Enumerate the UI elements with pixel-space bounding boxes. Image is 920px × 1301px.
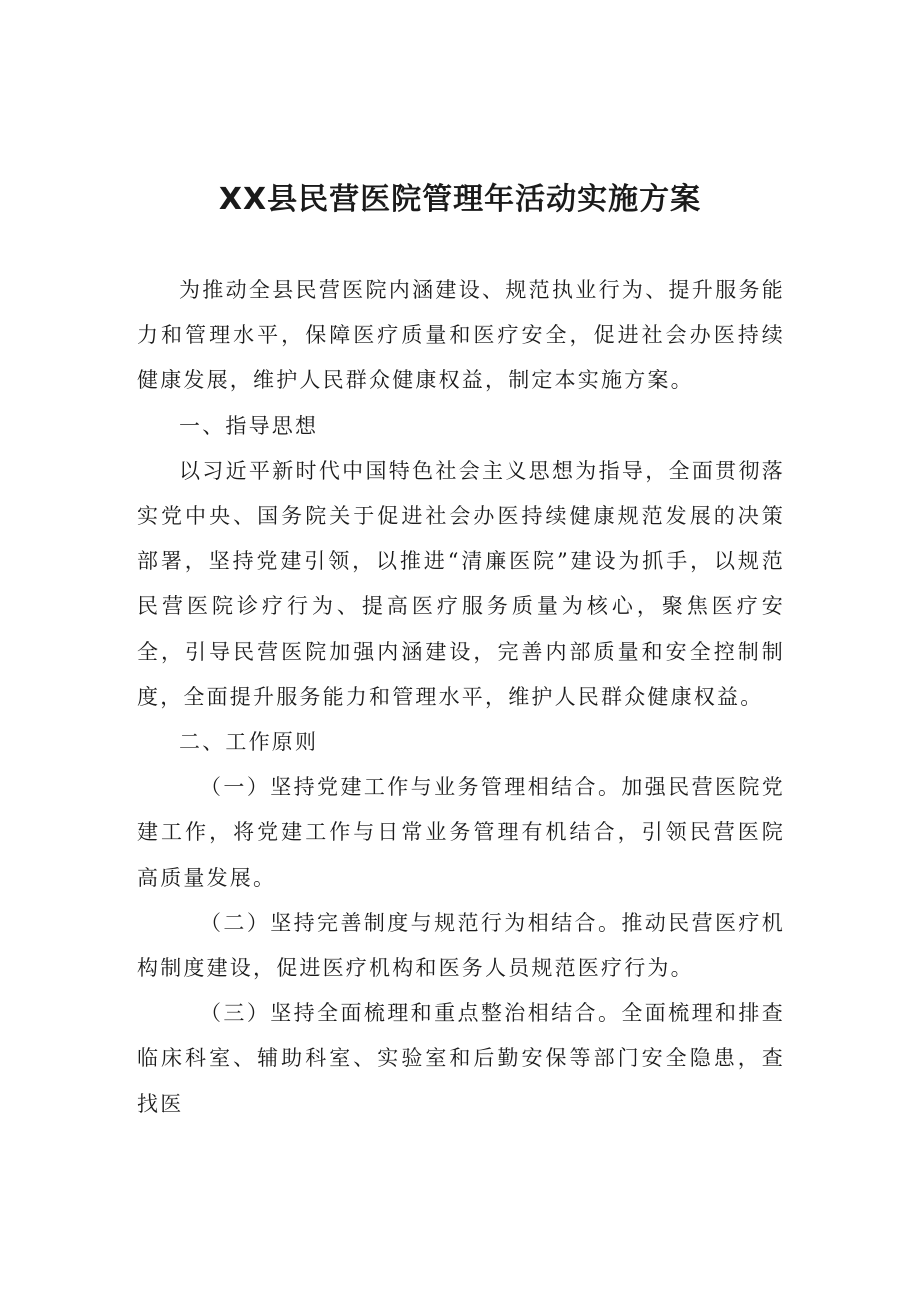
principle-3-paragraph: （三）坚持全面梳理和重点整治相结合。全面梳理和排查临床科室、辅助科室、实验室和后勤安保等部门安全隐患，查找医 [137, 1001, 785, 1116]
principle-1-paragraph: （一）坚持党建工作与业务管理相结合。加强民营医院党建工作，将党建工作与日常业务管理有机结合，引领民营医院高质量发展。 [137, 775, 785, 890]
principle-2-paragraph: （二）坚持完善制度与规范行为相结合。推动民营医疗机构制度建设，促进医疗机构和医务人员规范医疗行为。 [137, 910, 785, 981]
section-heading-guiding-ideology: 一、指导思想 [179, 413, 319, 438]
document-title: XX县民营医院管理年活动实施方案 [218, 182, 702, 217]
guiding-ideology-paragraph: 以习近平新时代中国特色社会主义思想为指导，全面贯彻落实党中央、国务院关于促进社会办医持续健康规范发展的决策部署，坚持党建引领，以推进“清廉医院”建设为抓手，以规范民营医院诊疗行为、提高医疗服务质量为核心，聚焦医疗安全，引导民营医院加强内涵建设，完善内部质量和安全控制制度，全面提升服务能力和管理水平，维护人民群众健康权益。 [137, 458, 785, 709]
section-heading-working-principles: 二、工作原则 [179, 730, 319, 755]
intro-paragraph: 为推动全县民营医院内涵建设、规范执业行为、提升服务能力和管理水平，保障医疗质量和医疗安全，促进社会办医持续健康发展，维护人民群众健康权益，制定本实施方案。 [137, 278, 785, 393]
document-body [137, 268, 785, 1127]
